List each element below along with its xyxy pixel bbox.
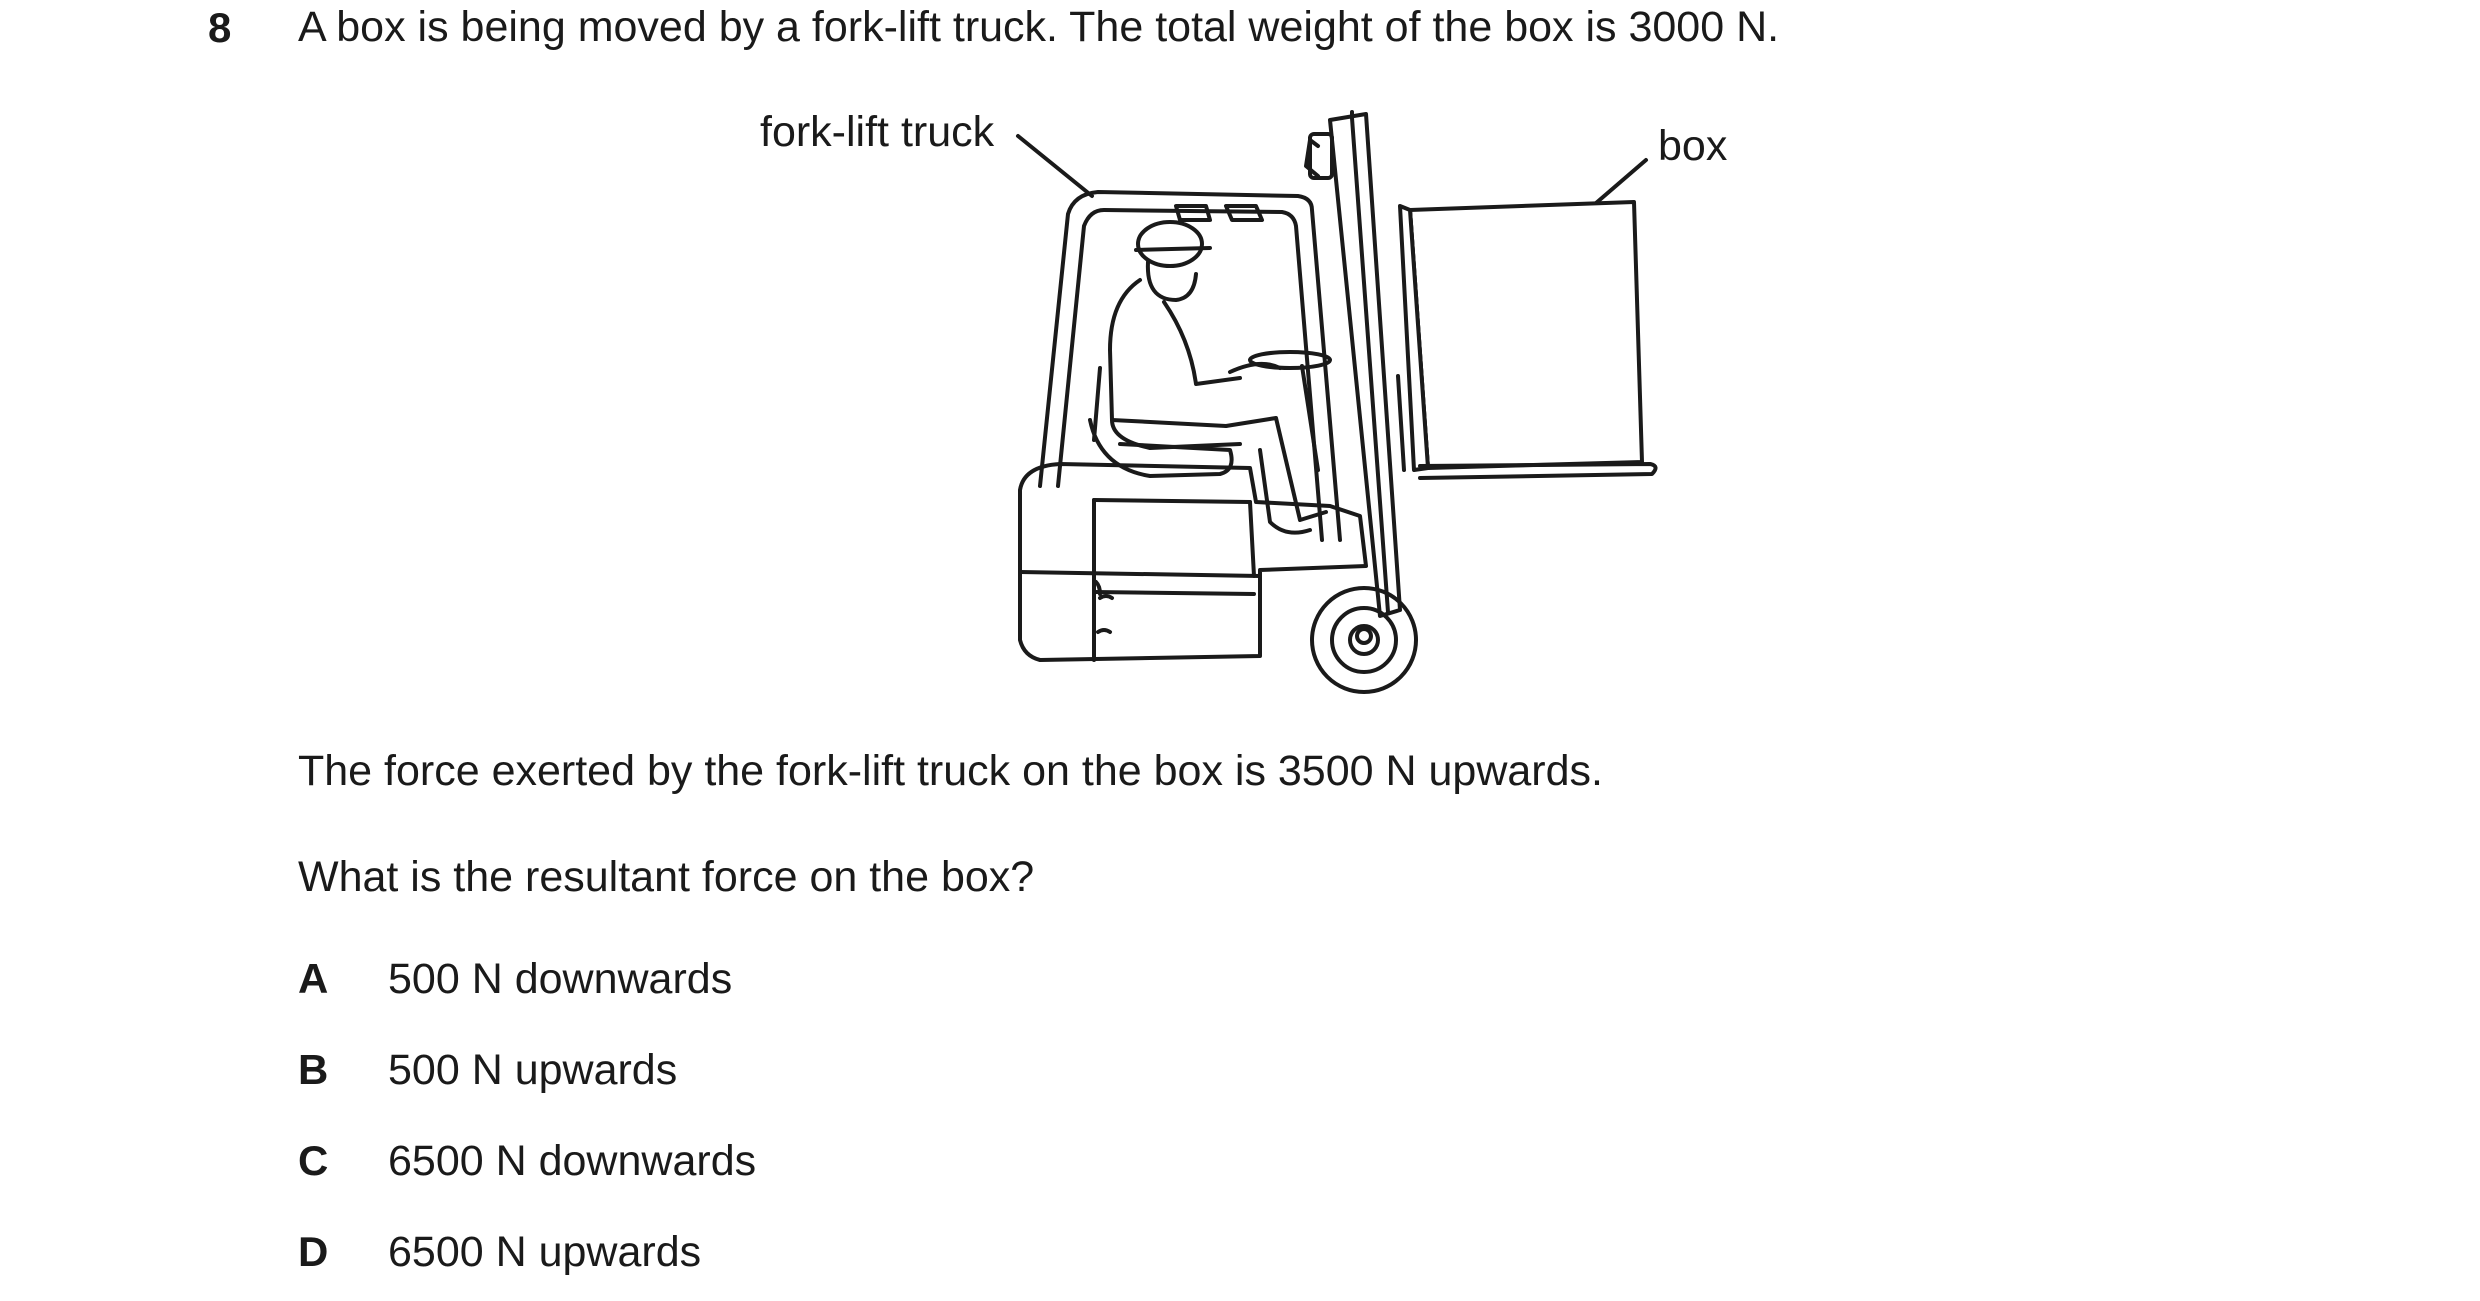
option-b[interactable] xyxy=(298,1042,677,1098)
driver-figure xyxy=(1110,222,1326,533)
option-letter: A xyxy=(298,955,329,1002)
question-statement: The force exerted by the fork-lift truck on the box is 3500 N upwards. xyxy=(298,747,1603,795)
option-d[interactable] xyxy=(298,1224,701,1280)
truck-leader-line xyxy=(1018,136,1092,196)
question-number: 8 xyxy=(208,4,232,51)
label-fork-lift-truck: fork-lift truck xyxy=(760,108,995,156)
front-wheel xyxy=(1312,588,1416,692)
option-letter: B xyxy=(298,1046,329,1093)
option-text: 6500 N upwards xyxy=(388,1227,702,1276)
question-stem: A box is being moved by a fork-lift truck. The total weight of the box is 3000 N. xyxy=(298,3,1780,51)
option-letter: C xyxy=(298,1137,329,1184)
option-text: 500 N upwards xyxy=(388,1045,678,1094)
option-letter: D xyxy=(298,1228,329,1275)
option-c[interactable] xyxy=(298,1133,756,1189)
box-shape xyxy=(1400,202,1642,470)
question-ask: What is the resultant force on the box? xyxy=(298,853,1035,901)
option-text: 500 N downwards xyxy=(388,954,733,1003)
label-box: box xyxy=(1658,122,1728,170)
option-text: 6500 N downwards xyxy=(388,1136,757,1185)
option-a[interactable] xyxy=(298,951,732,1007)
